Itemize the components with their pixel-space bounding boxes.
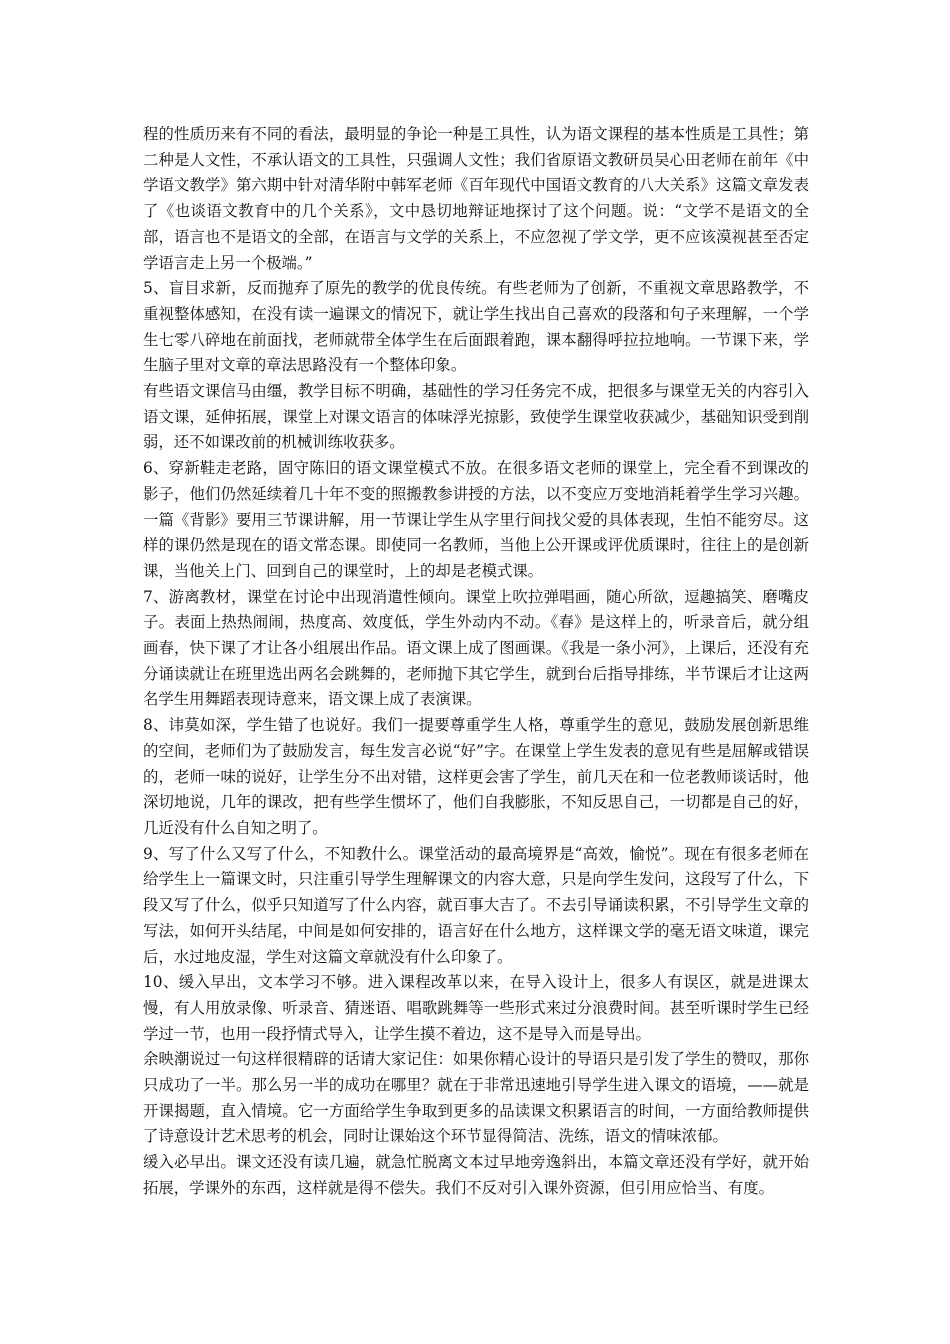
- paragraph-5: 7、游离教材，课堂在讨论中出现消遣性倾向。课堂上吹拉弹唱画，随心所欲，逗趣搞笑、磨嘴皮子。表面上热热闹闹，热度高、效度低，学生外动内不动。《春》是这样上的，听录音后，就分组画春，快下课了才让各小组展出作品。语文课上成了图画课。《我是一条小河》，上课后，还没有充分诵读就让在班里选出两名会跳舞的，老师抛下其它学生，就到台后指导排练，半节课后才让这两名学生用舞蹈表现诗意来，语文课上成了表演课。: [143, 587, 809, 709]
- paragraph-3: 有些语文课信马由缰，教学目标不明确，基础性的学习任务完不成，把很多与课堂无关的内容引入语文课，延伸拓展，课堂上对课文语言的体味浮光掠影，致使学生课堂收获减少，基础知识受到削弱，还不如课改前的机械训练收获多。: [143, 382, 809, 452]
- paragraph-4: 6、穿新鞋走老路，固守陈旧的语文课堂模式不放。在很多语文老师的课堂上，完全看不到课改的影子，他们仍然延续着几十年不变的照搬教参讲授的方法，以不变应万变地消耗着学生学习兴趣。一篇《背影》要用三节课讲解，用一节课让学生从字里行间找父爱的具体表现，生怕不能穷尽。这样的课仍然是现在的语文常态课。即使同一名教师，当他上公开课或评优质课时，往往上的是创新课，当他关上门、回到自己的课堂时，上的却是老模式课。: [143, 459, 809, 580]
- paragraph-7: 9、写了什么又写了什么，不知教什么。课堂活动的最高境界是“高效，愉悦”。现在有很多老师在给学生上一篇课文时，只注重引导学生理解课文的内容大意，只是向学生发问，这段写了什么，下段又写了什么，似乎只知道写了什么内容，就百事大吉了。不去引导诵读积累，不引导学生文章的写法，如何开头结尾，中间是如何安排的，语言好在什么地方，这样课文学的毫无语文味道，课完后，水过地皮湿，学生对这篇文章就没有什么印象了。: [143, 844, 809, 966]
- paragraph-6: 8、讳莫如深，学生错了也说好。我们一提要尊重学生人格，尊重学生的意见，鼓励发展创新思维的空间，老师们为了鼓励发言，每生发言必说“好”字。在课堂上学生发表的意见有些是屈解或错误的，老师一味的说好，让学生分不出对错，这样更会害了学生，前几天在和一位老教师谈话时，他深切地说，几年的课改，把有些学生惯坏了，他们自我膨胀，不知反思自己，一切都是自己的好，几近没有什么自知之明了。: [143, 716, 809, 837]
- document-body: [143, 122, 809, 1202]
- paragraph-9: 余映潮说过一句这样很精辟的话请大家记住：如果你精心设计的导语只是引发了学生的赞叹，那你只成功了一半。那么另一半的成功在哪里？就在于非常迅速地引导学生进入课文的语境，——就是开课揭题，直入情境。它一方面给学生争取到更多的品读课文积累语言的时间，一方面给教师提供了诗意设计艺术思考的机会，同时让课始这个环节显得简洁、洗练，语文的情味浓郁。: [143, 1050, 809, 1146]
- paragraph-2: 5、盲目求新，反而抛弃了原先的教学的优良传统。有些老师为了创新，不重视文章思路教学，不重视整体感知，在没有读一遍课文的情况下，就让学生找出自己喜欢的段落和句子来理解，一个学生七零八碎地在前面找，老师就带全体学生在后面跟着跑，课本翻得呼拉拉地响。一节课下来，学生脑子里对文章的章法思路没有一个整体印象。: [143, 279, 809, 375]
- paragraph-1: 程的性质历来有不同的看法，最明显的争论一种是工具性，认为语文课程的基本性质是工具性；第二种是人文性，不承认语文的工具性，只强调人文性；我们省原语文教研员吴心田老师在前年《中学语文教学》第六期中针对清华附中韩军老师《百年现代中国语文教育的八大关系》这篇文章发表了《也谈语文教育中的几个关系》，文中恳切地辩证地探讨了这个问题。说：“文学不是语文的全部，语言也不是语文的全部，在语言与文学的关系上，不应忽视了学文学，更不应该漠视甚至否定学语言走上另一个极端。”: [143, 125, 809, 272]
- paragraph-10: 缓入必早出。课文还没有读几遍，就急忙脱离文本过早地旁逸斜出，本篇文章还没有学好，就开始拓展，学课外的东西，这样就是得不偿失。我们不反对引入课外资源，但引用应恰当、有度。: [143, 1153, 809, 1197]
- paragraph-8: 10、缓入早出，文本学习不够。进入课程改革以来，在导入设计上，很多人有误区，就是进课太慢，有人用放录像、听录音、猜迷语、唱歌跳舞等一些形式来过分浪费时间。甚至听课时学生已经学过一节，也用一段抒情式导入，让学生摸不着边，这不是导入而是导出。: [143, 973, 809, 1043]
